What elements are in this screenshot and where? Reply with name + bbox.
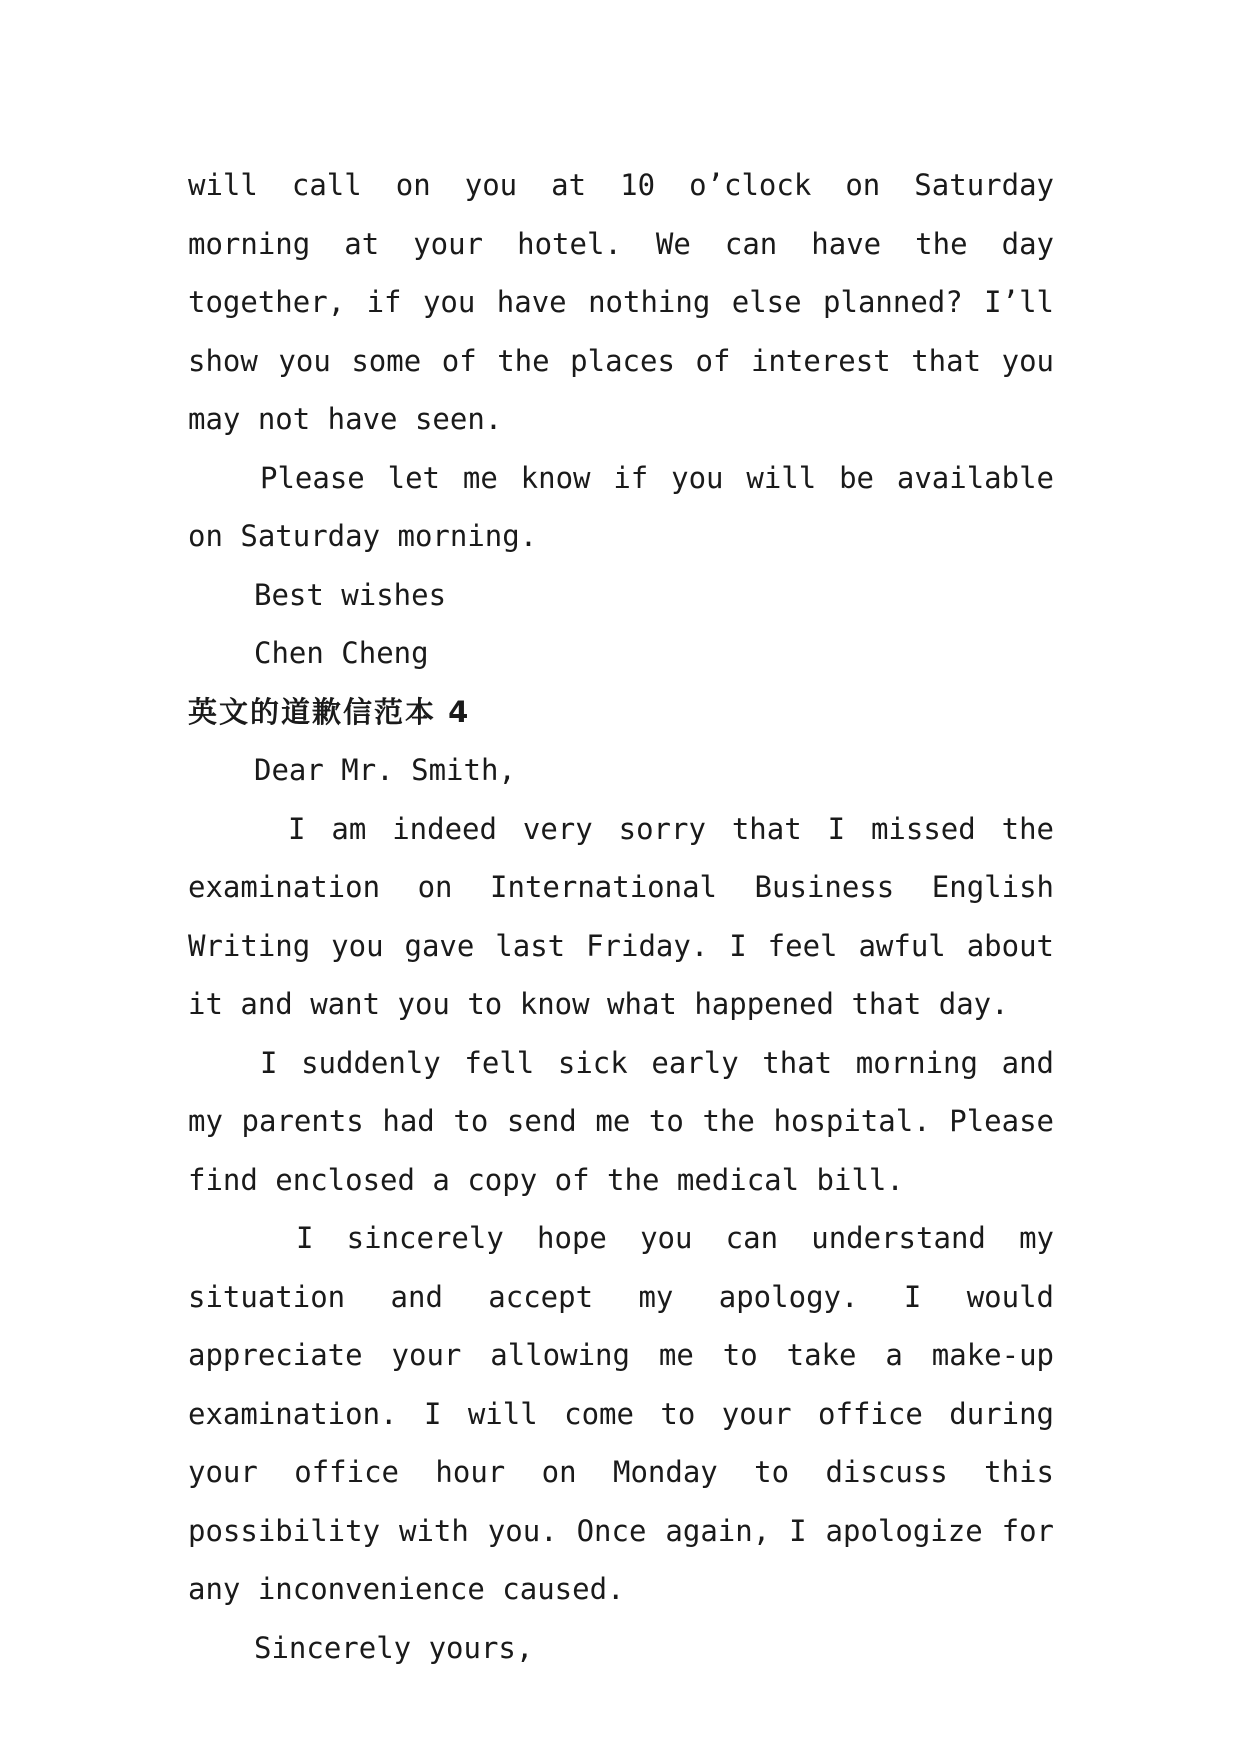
letter4-paragraph-1: I am indeed very sorry that I missed the examination on International Business English Writing you gave last Friday. I feel awful about it and want you to know what happened that day.: [188, 811, 1054, 1021]
letter4-paragraph-2: I suddenly fell sick early that morning and my parents had to send me to the hospital. Please find enclosed a copy of the medical bill.: [188, 1045, 1054, 1197]
letter4-closing: Sincerely yours,: [254, 1630, 534, 1665]
letter3-continuation-paragraph: will call on you at 10 o’clock on Saturday morning at your hotel. We can have the day together, if you have nothing else planned? I’ll show you some of the places of interest that you may not have seen.: [188, 168, 1054, 436]
letter3-closing: Best wishes: [254, 577, 447, 612]
letter4-paragraph-3: I sincerely hope you can understand my situation and accept my apology. I would appreciate your allowing me to take a make-up examination. I will come to your office during your office hour on Monday to discuss this possibility with you. Once again, I apologize for any inconvenience caused.: [188, 1221, 1054, 1606]
letter4-salutation: Dear Mr. Smith,: [254, 753, 516, 787]
letter3-request-paragraph: Please let me know if you will be available on Saturday morning.: [188, 460, 1054, 553]
letter4-heading: 英文的道歉信范本 4: [188, 694, 471, 729]
letter3-signature: Chen Cheng: [254, 636, 429, 670]
document-page: [188, 156, 1054, 1677]
